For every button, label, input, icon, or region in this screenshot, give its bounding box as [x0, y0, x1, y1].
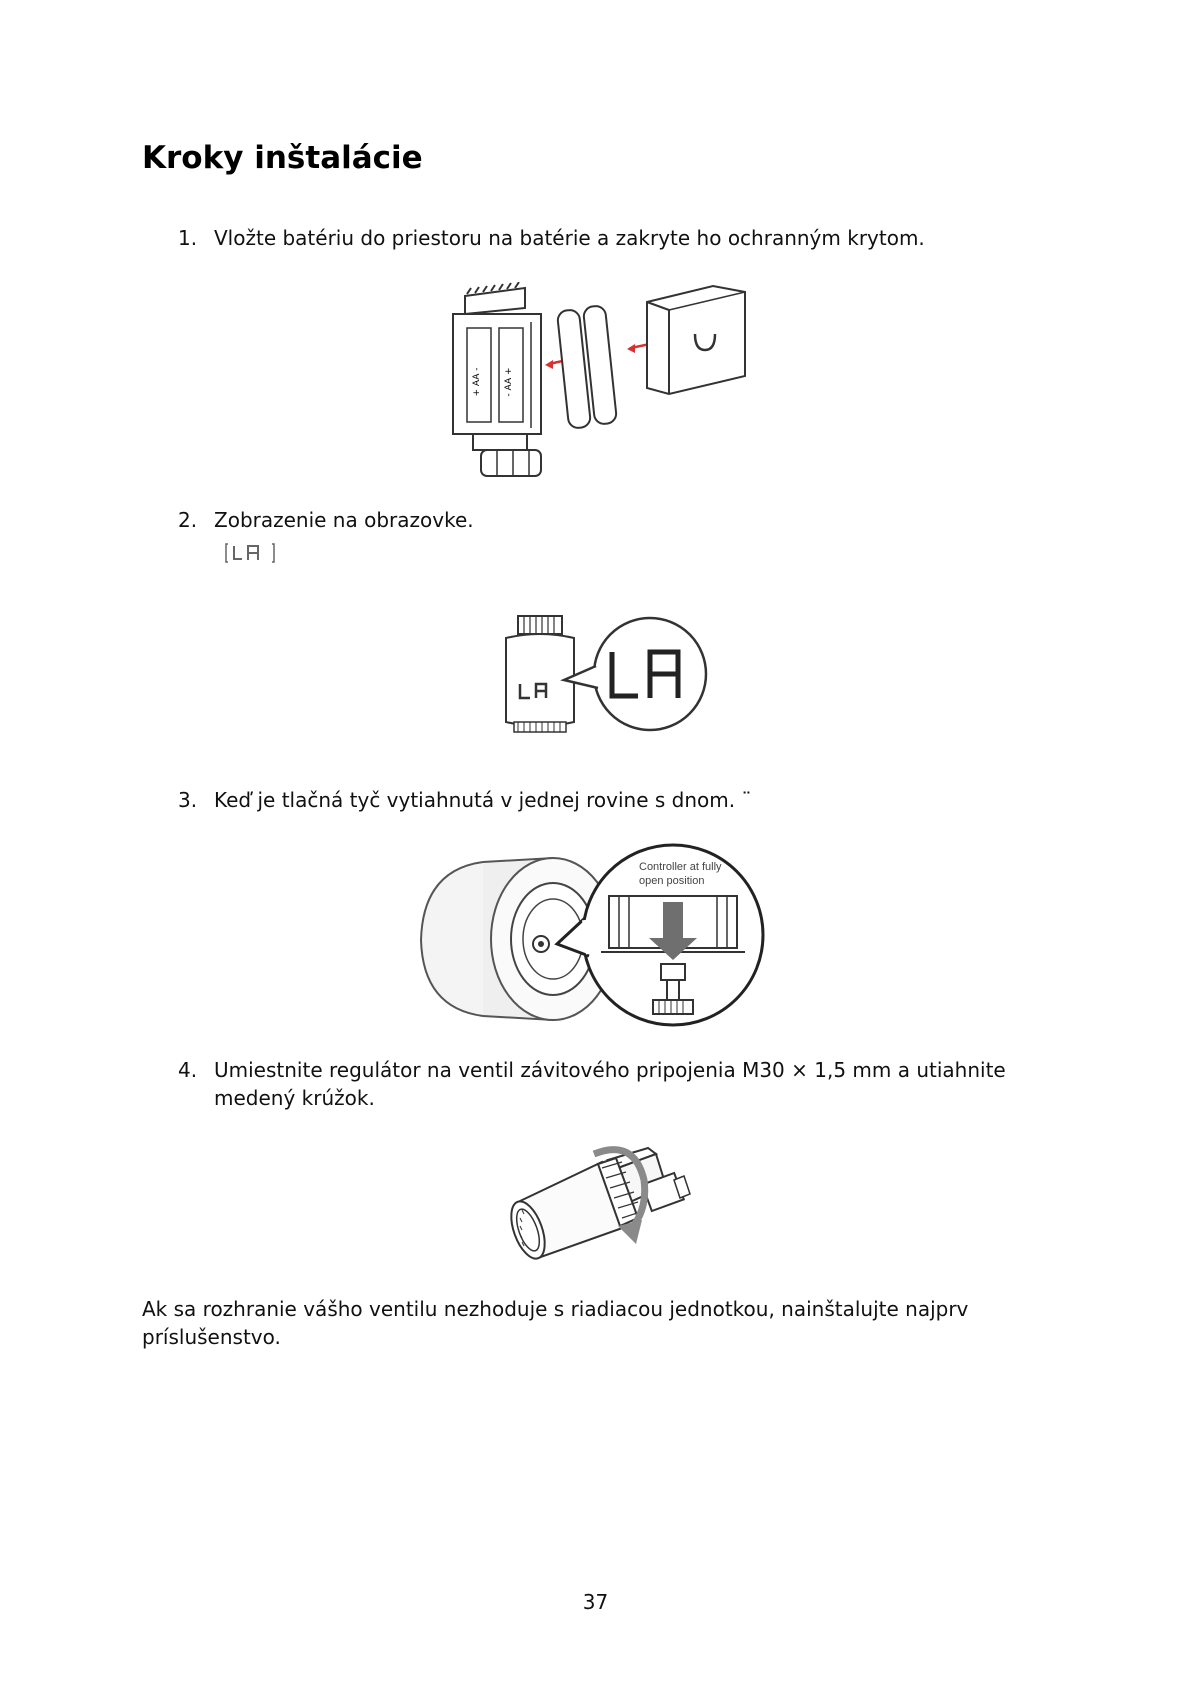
note-paragraph: Ak sa rozhranie vášho ventilu nezhoduje s riadiacou jednotkou, nainštalujte najprv príslušenstvo. — [142, 1297, 969, 1349]
svg-text:- AA +: - AA + — [504, 367, 514, 397]
step-number: 1. — [178, 226, 198, 250]
svg-text:+ AA -: + AA - — [472, 367, 482, 397]
step-text: Keď je tlačná tyč vytiahnutá v jednej rovine s dnom. ¨ — [214, 788, 752, 812]
step-text: Vložte batériu do priestoru na batérie a zakryte ho ochranným krytom. — [214, 226, 925, 250]
step-number: 3. — [178, 788, 198, 812]
battery-insertion-figure — [445, 282, 755, 482]
push-rod-figure — [413, 840, 773, 1030]
step-number: 4. — [178, 1058, 198, 1082]
thermostat-display-figure — [500, 612, 710, 738]
step-number: 2. — [178, 508, 198, 532]
callout-label-line1: Controller at fully — [639, 861, 722, 873]
page-number: 37 — [582, 1590, 609, 1614]
step-text: Umiestnite regulátor na ventil závitového pripojenia M30 × 1,5 mm a utiahnite medený krúžok. — [214, 1058, 1006, 1110]
page-title: Kroky inštalácie — [142, 140, 423, 176]
step-text: Zobrazenie na obrazovke. — [214, 508, 474, 532]
mounting-figure — [498, 1132, 708, 1262]
callout-label-line2: open position — [639, 875, 705, 887]
lcd-display-small — [224, 540, 276, 566]
